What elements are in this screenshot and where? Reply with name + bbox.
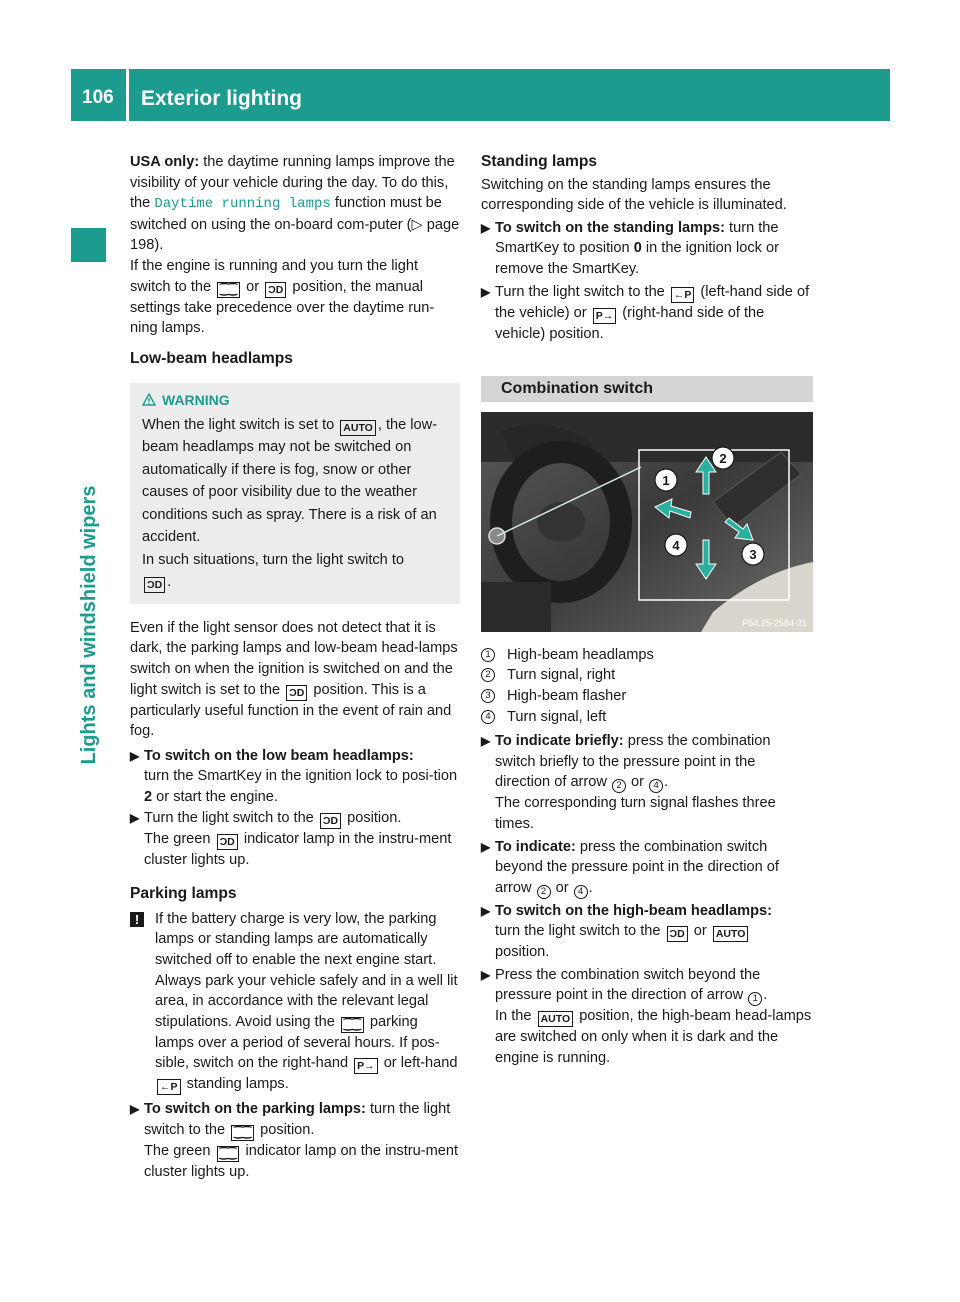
page-title: Exterior lighting <box>141 87 303 110</box>
chapter-label <box>71 480 106 770</box>
exclamation-icon: ! <box>130 912 144 927</box>
step-parking-text-b: position. <box>256 1121 315 1138</box>
usa-text-a: the daytime running lamps improve the visibility of your vehicle during the day. To do this, the <box>130 154 455 212</box>
usa-paragraph <box>130 152 460 256</box>
engine-text-or: or <box>242 278 264 295</box>
step-high-beam-press <box>481 965 813 1069</box>
step-standing-text-b: in the ignition lock or remove the SmartKey. <box>495 240 779 277</box>
step-indicate-briefly-text-a: press the combination switch briefly to the pressure point in the direction of arrow <box>495 733 771 791</box>
step-light-switch-text-d: indicator lamp in the instru-ment cluster lights up. <box>144 830 452 868</box>
ignition-position-zero: 0 <box>633 240 642 257</box>
step-indicate-text-a: press the combination switch beyond the pressure point in the direction of arrow <box>495 838 779 896</box>
step-indicate-end: . <box>588 879 593 896</box>
ref-arrow-4: 4 <box>649 779 663 793</box>
low-beam-heading: Low-beam headlamps <box>130 349 293 367</box>
step-high-beam-press-text-d: position, the high-beam head-lamps are switched on only when it is dark and the engine is running. <box>495 1008 812 1067</box>
sensor-text-b: position. This is a particularly useful function in the event of rain and fog. <box>130 681 452 740</box>
header-divider <box>126 69 129 121</box>
step-indicate-or: or <box>551 879 573 896</box>
sensor-paragraph <box>130 618 460 742</box>
step-arrow-icon: ▶ <box>481 220 491 235</box>
legend-num-3: 3 <box>481 689 495 703</box>
note-text-a: If the battery charge is very low, the parking lamps or standing lamps are automatically switched off to enable the next engine start. Always park your vehicle safely and in a well lit area, in accordance with the relevant legal stipulations. Avoid using the <box>155 910 458 1030</box>
steering-hub <box>537 502 585 542</box>
step-arrow-icon: ▶ <box>481 839 491 854</box>
step-indicate-briefly-lead: To indicate briefly: <box>495 733 624 750</box>
note-text-b: parking lamps over a period of several hours. If pos-sible, switch on the right-hand <box>155 1013 440 1072</box>
warning-text <box>142 414 448 549</box>
step-indicate <box>481 837 813 899</box>
warning-text-a: When the light switch is set to <box>142 416 339 433</box>
warning-title-row <box>142 389 448 412</box>
standing-heading: Standing lamps <box>481 153 598 170</box>
low-beam-icon: ƆD <box>144 577 165 593</box>
page-number: 106 <box>82 87 114 108</box>
warning-text-b: , the low-beam headlamps may not be switched on automatically if there is fog, snow or other causes of poor visibility due to the weather conditions such as spray. There is a risk of an accident. <box>142 416 438 546</box>
battery-note <box>130 909 460 1096</box>
step-high-beam-lead: To switch on the high-beam headlamps: <box>495 902 773 919</box>
legend-item-3 <box>481 686 813 707</box>
step-high-beam-or: or <box>689 923 711 940</box>
callout-4-label: 4 <box>672 538 680 554</box>
auto-icon: AUTO <box>538 1011 574 1027</box>
step-indicate-briefly <box>481 731 813 834</box>
legend-label-3: High-beam flasher <box>507 687 627 704</box>
low-beam-icon: ƆD <box>667 926 688 942</box>
engine-paragraph <box>130 256 460 339</box>
step-standing-lead: To switch on the standing lamps: <box>495 219 725 236</box>
step-light-switch-text-b: position. <box>343 809 402 826</box>
combination-switch-heading: Combination switch <box>481 376 813 402</box>
step-indicate-briefly-end: . <box>664 774 669 791</box>
step-arrow-icon: ▶ <box>130 810 140 825</box>
auto-icon: AUTO <box>713 926 749 942</box>
engine-text-a: If the engine is running and you turn the light switch to the <box>130 257 419 295</box>
legend-num-1: 1 <box>481 648 495 662</box>
legend-item-1 <box>481 645 813 666</box>
step-light-switch-text-c: The green <box>144 830 215 847</box>
step-light-switch <box>130 808 460 871</box>
step-standing-text-a: turn the SmartKey to position <box>495 219 779 257</box>
step-indicate-briefly-text-c: The corresponding turn signal flashes three times. <box>495 795 776 832</box>
step-standing-switch <box>481 282 813 345</box>
step-parking-text-a: turn the light switch to the <box>144 1101 451 1138</box>
standing-intro: Switching on the standing lamps ensures the corresponding side of the vehicle is illuminated. <box>481 176 787 214</box>
step-high-beam-text-a: turn the light switch to the <box>495 923 665 940</box>
step-high-beam-press-text-c: In the <box>495 1008 536 1025</box>
callout-2-label: 2 <box>719 451 727 467</box>
step-high-beam-text-b: position. <box>495 944 550 961</box>
usa-lead: USA only: <box>130 154 200 170</box>
dash-left-lower <box>481 582 551 632</box>
sensor-text-a: Even if the light sensor does not detect that it is dark, the parking lamps and low-beam head-lamps switch on when the ignition is switched on and the light switch is set to the <box>130 619 458 698</box>
step-indicate-lead: To indicate: <box>495 838 576 855</box>
parking-heading: Parking lamps <box>130 885 237 903</box>
step-parking-text-c: The green <box>144 1142 215 1159</box>
step-high-beam <box>481 901 813 963</box>
warning-advice <box>142 549 448 594</box>
warning-title: WARNING <box>162 392 230 409</box>
standing-lamps-left-icon: ←P <box>671 287 695 303</box>
standing-lamps-right-icon: P→ <box>354 1058 378 1074</box>
ref-arrow-2: 2 <box>537 885 551 899</box>
legend-item-2 <box>481 665 813 686</box>
left-column <box>130 152 460 1183</box>
step-parking-text-d: indicator lamp on the instru-ment cluster lights up. <box>144 1142 459 1180</box>
ref-arrow-2: 2 <box>612 779 626 793</box>
right-column <box>481 152 813 1069</box>
step-high-beam-press-end: . <box>763 987 768 1004</box>
step-arrow-icon: ▶ <box>481 967 491 982</box>
step-low-beam-lead: To switch on the low beam headlamps: <box>144 747 414 764</box>
warning-triangle-icon <box>142 393 156 406</box>
step-arrow-icon: ▶ <box>130 748 140 763</box>
step-light-switch-text-a: Turn the light switch to the <box>144 809 318 826</box>
callout-3-label: 3 <box>749 547 757 563</box>
warning-text-d: . <box>167 574 172 591</box>
low-beam-icon: ƆD <box>320 813 341 829</box>
parking-lamps-icon: ⁐⁐ <box>217 1146 240 1162</box>
legend-label-4: Turn signal, left <box>507 708 607 725</box>
step-arrow-icon: ▶ <box>481 284 491 299</box>
step-high-beam-press-text-a: Press the combination switch beyond the pressure point in the direction of arrow <box>495 966 761 1004</box>
chapter-label-text: Lights and windshield wipers <box>77 485 100 765</box>
step-parking-lamps <box>130 1099 460 1182</box>
note-text-d: standing lamps. <box>182 1076 289 1093</box>
engine-text-b: position, the manual settings take precedence over the daytime run-ning lamps. <box>130 278 435 337</box>
standing-lamps-right-icon: P→ <box>593 308 617 324</box>
step-standing-lamps <box>481 218 813 280</box>
chapter-marker <box>71 228 106 262</box>
step-low-beam-text-a: turn the SmartKey in the ignition lock to posi-tion <box>144 768 458 785</box>
step-arrow-icon: ▶ <box>130 1102 140 1117</box>
warning-box <box>130 383 460 604</box>
step-arrow-icon: ▶ <box>481 903 491 918</box>
usa-text-c: page 198). <box>130 216 460 254</box>
ignition-position: 2 <box>144 789 153 805</box>
step-low-beam-text-b: or start the engine. <box>152 789 278 805</box>
parking-lamps-icon: ⁐⁐ <box>217 282 240 298</box>
step-parking-lead: To switch on the parking lamps: <box>144 1101 366 1118</box>
figure-legend <box>481 645 813 727</box>
step-standing-switch-text-a: Turn the light switch to the <box>495 283 669 300</box>
warning-text-c: In such situations, turn the light switch to <box>142 551 405 568</box>
note-text-c: or left-hand <box>379 1055 458 1072</box>
legend-num-2: 2 <box>481 668 495 682</box>
low-beam-icon: ƆD <box>286 685 307 701</box>
parking-lamps-icon: ⁐⁐ <box>231 1125 254 1141</box>
parking-lamps-icon: ⁐⁐ <box>341 1017 364 1033</box>
usa-text-b: function must be switched on using the on-board com-puter ( <box>130 195 442 233</box>
auto-icon: AUTO <box>340 420 376 436</box>
legend-label-1: High-beam headlamps <box>507 646 654 663</box>
step-standing-switch-text-b: (left-hand side of the vehicle) or <box>495 283 810 321</box>
page-ref-icon: ▷ <box>411 216 423 233</box>
figure-code: P54.25-2584-31 <box>742 618 807 629</box>
step-standing-switch-text-c: (right-hand side of the vehicle) position. <box>495 304 765 342</box>
low-beam-icon: ƆD <box>217 834 238 850</box>
ref-arrow-1: 1 <box>748 992 762 1006</box>
callout-1-label: 1 <box>662 473 670 489</box>
standing-lamps-left-icon: ←P <box>157 1079 181 1095</box>
ref-arrow-4: 4 <box>574 885 588 899</box>
daytime-lamps-function: Daytime running lamps <box>154 196 331 213</box>
legend-label-2: Turn signal, right <box>507 667 616 684</box>
combination-switch-figure <box>481 412 813 632</box>
step-indicate-briefly-or: or <box>627 774 649 791</box>
step-arrow-icon: ▶ <box>481 734 491 749</box>
low-beam-icon: ƆD <box>265 282 286 298</box>
legend-item-4 <box>481 707 813 728</box>
legend-num-4: 4 <box>481 710 495 724</box>
step-low-beam <box>130 746 460 808</box>
